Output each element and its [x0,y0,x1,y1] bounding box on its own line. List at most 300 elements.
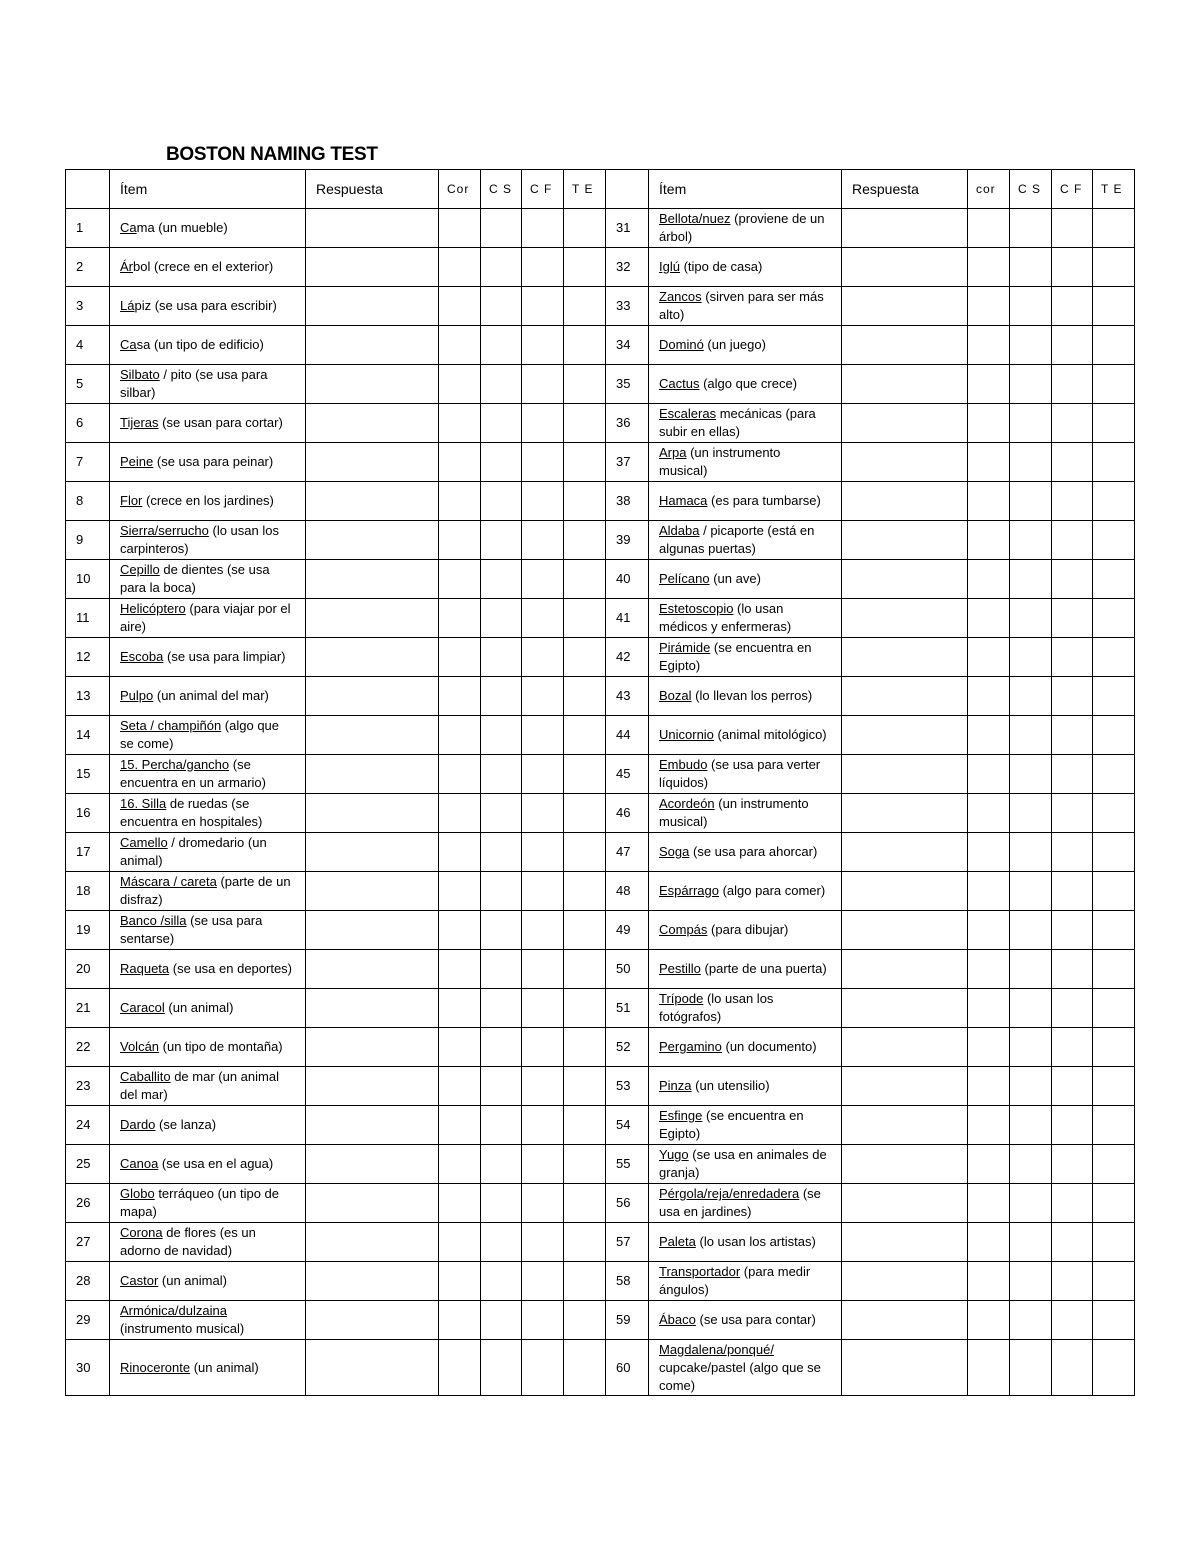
score-cor-cell[interactable] [968,1301,1010,1340]
score-te-cell[interactable] [1093,677,1135,716]
score-te-cell[interactable] [1093,326,1135,365]
score-te-cell[interactable] [564,287,606,326]
score-te-cell[interactable] [564,872,606,911]
score-cor-cell[interactable] [968,794,1010,833]
score-cf-cell[interactable] [1052,989,1093,1028]
score-cf-cell[interactable] [1052,365,1093,404]
score-cor-cell[interactable] [439,599,481,638]
score-cs-cell[interactable] [1010,287,1052,326]
score-cs-cell[interactable] [481,1067,522,1106]
score-cs-cell[interactable] [481,482,522,521]
score-te-cell[interactable] [1093,989,1135,1028]
score-te-cell[interactable] [1093,1301,1135,1340]
score-cor-cell[interactable] [439,872,481,911]
score-cf-cell[interactable] [522,1301,564,1340]
score-cor-cell[interactable] [968,755,1010,794]
response-cell[interactable] [842,599,968,638]
score-te-cell[interactable] [1093,1145,1135,1184]
score-cor-cell[interactable] [968,1262,1010,1301]
score-cf-cell[interactable] [1052,638,1093,677]
score-te-cell[interactable] [564,521,606,560]
score-cor-cell[interactable] [439,1262,481,1301]
score-te-cell[interactable] [564,1262,606,1301]
score-cf-cell[interactable] [522,677,564,716]
response-cell[interactable] [306,326,439,365]
response-cell[interactable] [842,1340,968,1396]
score-te-cell[interactable] [564,1067,606,1106]
score-cor-cell[interactable] [439,1067,481,1106]
response-cell[interactable] [842,248,968,287]
score-cs-cell[interactable] [1010,521,1052,560]
response-cell[interactable] [306,677,439,716]
response-cell[interactable] [306,482,439,521]
score-cor-cell[interactable] [439,482,481,521]
score-cf-cell[interactable] [522,911,564,950]
score-te-cell[interactable] [564,1223,606,1262]
score-te-cell[interactable] [564,989,606,1028]
score-te-cell[interactable] [564,209,606,248]
score-te-cell[interactable] [1093,1106,1135,1145]
score-cf-cell[interactable] [1052,1301,1093,1340]
score-cor-cell[interactable] [968,599,1010,638]
response-cell[interactable] [306,404,439,443]
score-cs-cell[interactable] [481,248,522,287]
score-te-cell[interactable] [1093,794,1135,833]
score-cor-cell[interactable] [968,1145,1010,1184]
response-cell[interactable] [306,1184,439,1223]
response-cell[interactable] [842,1145,968,1184]
score-cf-cell[interactable] [1052,1145,1093,1184]
score-cs-cell[interactable] [481,404,522,443]
score-cor-cell[interactable] [439,1340,481,1396]
response-cell[interactable] [306,638,439,677]
response-cell[interactable] [306,1301,439,1340]
score-cs-cell[interactable] [1010,1028,1052,1067]
response-cell[interactable] [306,209,439,248]
score-cor-cell[interactable] [968,482,1010,521]
score-cf-cell[interactable] [522,209,564,248]
response-cell[interactable] [842,872,968,911]
response-cell[interactable] [306,521,439,560]
response-cell[interactable] [306,365,439,404]
score-cor-cell[interactable] [439,443,481,482]
score-te-cell[interactable] [564,404,606,443]
score-cs-cell[interactable] [1010,716,1052,755]
score-cor-cell[interactable] [968,326,1010,365]
score-cf-cell[interactable] [522,1340,564,1396]
score-te-cell[interactable] [1093,404,1135,443]
score-cor-cell[interactable] [439,1184,481,1223]
score-cor-cell[interactable] [968,716,1010,755]
score-te-cell[interactable] [564,326,606,365]
score-cs-cell[interactable] [1010,911,1052,950]
score-te-cell[interactable] [564,482,606,521]
score-cor-cell[interactable] [968,1067,1010,1106]
score-te-cell[interactable] [564,365,606,404]
score-cf-cell[interactable] [1052,794,1093,833]
score-cor-cell[interactable] [968,287,1010,326]
score-te-cell[interactable] [564,677,606,716]
response-cell[interactable] [842,989,968,1028]
score-cs-cell[interactable] [481,1301,522,1340]
score-cf-cell[interactable] [522,365,564,404]
response-cell[interactable] [842,443,968,482]
response-cell[interactable] [842,209,968,248]
score-te-cell[interactable] [564,1145,606,1184]
response-cell[interactable] [306,560,439,599]
score-cs-cell[interactable] [481,560,522,599]
response-cell[interactable] [306,833,439,872]
score-cs-cell[interactable] [1010,482,1052,521]
score-cor-cell[interactable] [968,677,1010,716]
score-cs-cell[interactable] [481,1184,522,1223]
response-cell[interactable] [306,287,439,326]
score-cs-cell[interactable] [481,989,522,1028]
response-cell[interactable] [842,1067,968,1106]
response-cell[interactable] [842,638,968,677]
score-cs-cell[interactable] [1010,989,1052,1028]
score-te-cell[interactable] [1093,638,1135,677]
score-cs-cell[interactable] [1010,248,1052,287]
score-cf-cell[interactable] [1052,911,1093,950]
score-cs-cell[interactable] [481,794,522,833]
score-cor-cell[interactable] [439,716,481,755]
score-te-cell[interactable] [564,716,606,755]
response-cell[interactable] [842,404,968,443]
score-cs-cell[interactable] [481,755,522,794]
response-cell[interactable] [306,443,439,482]
score-te-cell[interactable] [1093,287,1135,326]
score-cf-cell[interactable] [1052,872,1093,911]
response-cell[interactable] [842,833,968,872]
score-cor-cell[interactable] [439,404,481,443]
score-cor-cell[interactable] [968,1184,1010,1223]
score-cf-cell[interactable] [1052,755,1093,794]
score-te-cell[interactable] [1093,950,1135,989]
score-cor-cell[interactable] [968,365,1010,404]
score-cor-cell[interactable] [439,833,481,872]
score-cf-cell[interactable] [522,794,564,833]
score-cf-cell[interactable] [1052,833,1093,872]
score-cor-cell[interactable] [439,911,481,950]
score-cf-cell[interactable] [522,560,564,599]
score-cf-cell[interactable] [522,950,564,989]
score-cf-cell[interactable] [1052,1028,1093,1067]
response-cell[interactable] [306,911,439,950]
score-cs-cell[interactable] [481,872,522,911]
response-cell[interactable] [306,1067,439,1106]
score-cs-cell[interactable] [1010,326,1052,365]
score-cs-cell[interactable] [1010,365,1052,404]
response-cell[interactable] [306,950,439,989]
score-cor-cell[interactable] [439,521,481,560]
score-cor-cell[interactable] [968,560,1010,599]
score-cor-cell[interactable] [439,1223,481,1262]
score-cf-cell[interactable] [1052,1340,1093,1396]
score-cor-cell[interactable] [439,989,481,1028]
score-cor-cell[interactable] [968,1028,1010,1067]
score-cor-cell[interactable] [439,950,481,989]
score-cf-cell[interactable] [522,1184,564,1223]
score-cf-cell[interactable] [522,287,564,326]
score-cf-cell[interactable] [1052,1223,1093,1262]
score-te-cell[interactable] [564,248,606,287]
score-cs-cell[interactable] [481,638,522,677]
score-te-cell[interactable] [564,1028,606,1067]
score-cf-cell[interactable] [1052,404,1093,443]
score-cf-cell[interactable] [1052,287,1093,326]
score-cor-cell[interactable] [439,638,481,677]
response-cell[interactable] [842,482,968,521]
response-cell[interactable] [842,716,968,755]
response-cell[interactable] [306,716,439,755]
score-cs-cell[interactable] [481,833,522,872]
score-cf-cell[interactable] [522,326,564,365]
score-te-cell[interactable] [1093,716,1135,755]
score-cs-cell[interactable] [1010,1262,1052,1301]
score-te-cell[interactable] [1093,755,1135,794]
score-te-cell[interactable] [1093,872,1135,911]
response-cell[interactable] [306,989,439,1028]
response-cell[interactable] [842,911,968,950]
score-cs-cell[interactable] [1010,443,1052,482]
score-cs-cell[interactable] [481,1340,522,1396]
score-cf-cell[interactable] [522,1106,564,1145]
score-cor-cell[interactable] [968,521,1010,560]
score-cor-cell[interactable] [439,287,481,326]
response-cell[interactable] [306,1028,439,1067]
score-cf-cell[interactable] [522,404,564,443]
score-cs-cell[interactable] [1010,599,1052,638]
score-cf-cell[interactable] [522,989,564,1028]
score-cs-cell[interactable] [1010,872,1052,911]
score-cf-cell[interactable] [522,872,564,911]
score-cor-cell[interactable] [968,1340,1010,1396]
score-cor-cell[interactable] [968,209,1010,248]
score-cs-cell[interactable] [481,1106,522,1145]
score-cs-cell[interactable] [481,287,522,326]
score-te-cell[interactable] [1093,1028,1135,1067]
score-cor-cell[interactable] [439,248,481,287]
score-cor-cell[interactable] [968,1106,1010,1145]
score-cf-cell[interactable] [1052,677,1093,716]
score-cor-cell[interactable] [968,404,1010,443]
score-te-cell[interactable] [1093,521,1135,560]
score-cor-cell[interactable] [439,1145,481,1184]
response-cell[interactable] [842,1028,968,1067]
score-cf-cell[interactable] [522,1028,564,1067]
score-te-cell[interactable] [564,560,606,599]
score-cs-cell[interactable] [481,326,522,365]
score-cor-cell[interactable] [968,950,1010,989]
score-cf-cell[interactable] [522,521,564,560]
score-cs-cell[interactable] [481,1028,522,1067]
response-cell[interactable] [306,755,439,794]
response-cell[interactable] [842,755,968,794]
score-cf-cell[interactable] [522,833,564,872]
response-cell[interactable] [842,1301,968,1340]
score-cs-cell[interactable] [1010,1067,1052,1106]
score-cf-cell[interactable] [1052,521,1093,560]
score-cs-cell[interactable] [1010,1145,1052,1184]
score-cs-cell[interactable] [1010,950,1052,989]
score-cf-cell[interactable] [522,599,564,638]
score-cf-cell[interactable] [1052,443,1093,482]
score-cf-cell[interactable] [522,482,564,521]
score-te-cell[interactable] [1093,833,1135,872]
score-cor-cell[interactable] [968,911,1010,950]
score-cf-cell[interactable] [522,1223,564,1262]
score-te-cell[interactable] [1093,599,1135,638]
score-te-cell[interactable] [564,794,606,833]
score-cf-cell[interactable] [522,248,564,287]
response-cell[interactable] [842,521,968,560]
score-cf-cell[interactable] [1052,716,1093,755]
score-cs-cell[interactable] [481,443,522,482]
score-te-cell[interactable] [1093,1340,1135,1396]
score-cs-cell[interactable] [1010,794,1052,833]
score-te-cell[interactable] [1093,365,1135,404]
response-cell[interactable] [842,677,968,716]
score-cf-cell[interactable] [522,755,564,794]
score-cor-cell[interactable] [439,326,481,365]
score-cs-cell[interactable] [481,677,522,716]
score-cs-cell[interactable] [481,209,522,248]
score-te-cell[interactable] [564,443,606,482]
score-te-cell[interactable] [1093,1223,1135,1262]
score-cf-cell[interactable] [1052,326,1093,365]
score-cf-cell[interactable] [522,1262,564,1301]
score-cor-cell[interactable] [968,989,1010,1028]
score-cs-cell[interactable] [1010,404,1052,443]
score-cor-cell[interactable] [439,365,481,404]
score-cf-cell[interactable] [522,716,564,755]
score-te-cell[interactable] [1093,443,1135,482]
score-cf-cell[interactable] [1052,560,1093,599]
score-cs-cell[interactable] [481,716,522,755]
response-cell[interactable] [842,1184,968,1223]
score-cs-cell[interactable] [481,365,522,404]
score-te-cell[interactable] [1093,1067,1135,1106]
response-cell[interactable] [842,560,968,599]
score-te-cell[interactable] [1093,209,1135,248]
score-cs-cell[interactable] [1010,1223,1052,1262]
score-cor-cell[interactable] [439,755,481,794]
score-cf-cell[interactable] [1052,1067,1093,1106]
score-te-cell[interactable] [564,1184,606,1223]
score-cf-cell[interactable] [1052,1184,1093,1223]
score-cor-cell[interactable] [439,1028,481,1067]
score-cor-cell[interactable] [968,872,1010,911]
response-cell[interactable] [842,326,968,365]
score-cf-cell[interactable] [522,638,564,677]
score-te-cell[interactable] [1093,560,1135,599]
score-cor-cell[interactable] [968,248,1010,287]
score-cor-cell[interactable] [968,1223,1010,1262]
score-cs-cell[interactable] [481,1145,522,1184]
score-te-cell[interactable] [1093,248,1135,287]
response-cell[interactable] [842,1106,968,1145]
score-te-cell[interactable] [1093,911,1135,950]
score-cs-cell[interactable] [1010,1106,1052,1145]
response-cell[interactable] [842,287,968,326]
score-cor-cell[interactable] [439,1301,481,1340]
response-cell[interactable] [842,794,968,833]
score-te-cell[interactable] [564,1301,606,1340]
score-cor-cell[interactable] [968,443,1010,482]
score-cs-cell[interactable] [1010,1340,1052,1396]
response-cell[interactable] [842,1262,968,1301]
response-cell[interactable] [306,794,439,833]
score-cs-cell[interactable] [481,1223,522,1262]
score-te-cell[interactable] [564,638,606,677]
score-cs-cell[interactable] [481,1262,522,1301]
score-te-cell[interactable] [1093,482,1135,521]
score-cf-cell[interactable] [522,1067,564,1106]
score-cs-cell[interactable] [1010,638,1052,677]
score-cor-cell[interactable] [439,677,481,716]
score-te-cell[interactable] [564,950,606,989]
score-cs-cell[interactable] [1010,1184,1052,1223]
score-te-cell[interactable] [564,1106,606,1145]
score-cs-cell[interactable] [481,911,522,950]
score-cs-cell[interactable] [1010,1301,1052,1340]
score-cs-cell[interactable] [481,950,522,989]
score-cf-cell[interactable] [1052,248,1093,287]
score-cf-cell[interactable] [522,443,564,482]
score-te-cell[interactable] [564,833,606,872]
response-cell[interactable] [306,872,439,911]
score-te-cell[interactable] [564,755,606,794]
score-cs-cell[interactable] [1010,560,1052,599]
score-te-cell[interactable] [564,1340,606,1396]
response-cell[interactable] [306,1262,439,1301]
response-cell[interactable] [306,248,439,287]
score-cor-cell[interactable] [439,560,481,599]
score-cf-cell[interactable] [1052,950,1093,989]
response-cell[interactable] [842,950,968,989]
response-cell[interactable] [842,365,968,404]
score-cor-cell[interactable] [439,209,481,248]
score-cf-cell[interactable] [1052,599,1093,638]
score-cs-cell[interactable] [1010,833,1052,872]
score-cf-cell[interactable] [1052,482,1093,521]
score-cs-cell[interactable] [1010,677,1052,716]
score-cf-cell[interactable] [1052,1262,1093,1301]
score-cor-cell[interactable] [968,638,1010,677]
score-te-cell[interactable] [564,911,606,950]
score-cor-cell[interactable] [439,1106,481,1145]
response-cell[interactable] [306,599,439,638]
score-cs-cell[interactable] [1010,209,1052,248]
response-cell[interactable] [306,1145,439,1184]
score-cs-cell[interactable] [1010,755,1052,794]
response-cell[interactable] [306,1223,439,1262]
score-cf-cell[interactable] [1052,209,1093,248]
score-te-cell[interactable] [1093,1184,1135,1223]
score-cs-cell[interactable] [481,521,522,560]
response-cell[interactable] [842,1223,968,1262]
score-cor-cell[interactable] [968,833,1010,872]
score-te-cell[interactable] [564,599,606,638]
score-cf-cell[interactable] [1052,1106,1093,1145]
response-cell[interactable] [306,1106,439,1145]
response-cell[interactable] [306,1340,439,1396]
score-cor-cell[interactable] [439,794,481,833]
score-te-cell[interactable] [1093,1262,1135,1301]
score-cs-cell[interactable] [481,599,522,638]
score-cf-cell[interactable] [522,1145,564,1184]
